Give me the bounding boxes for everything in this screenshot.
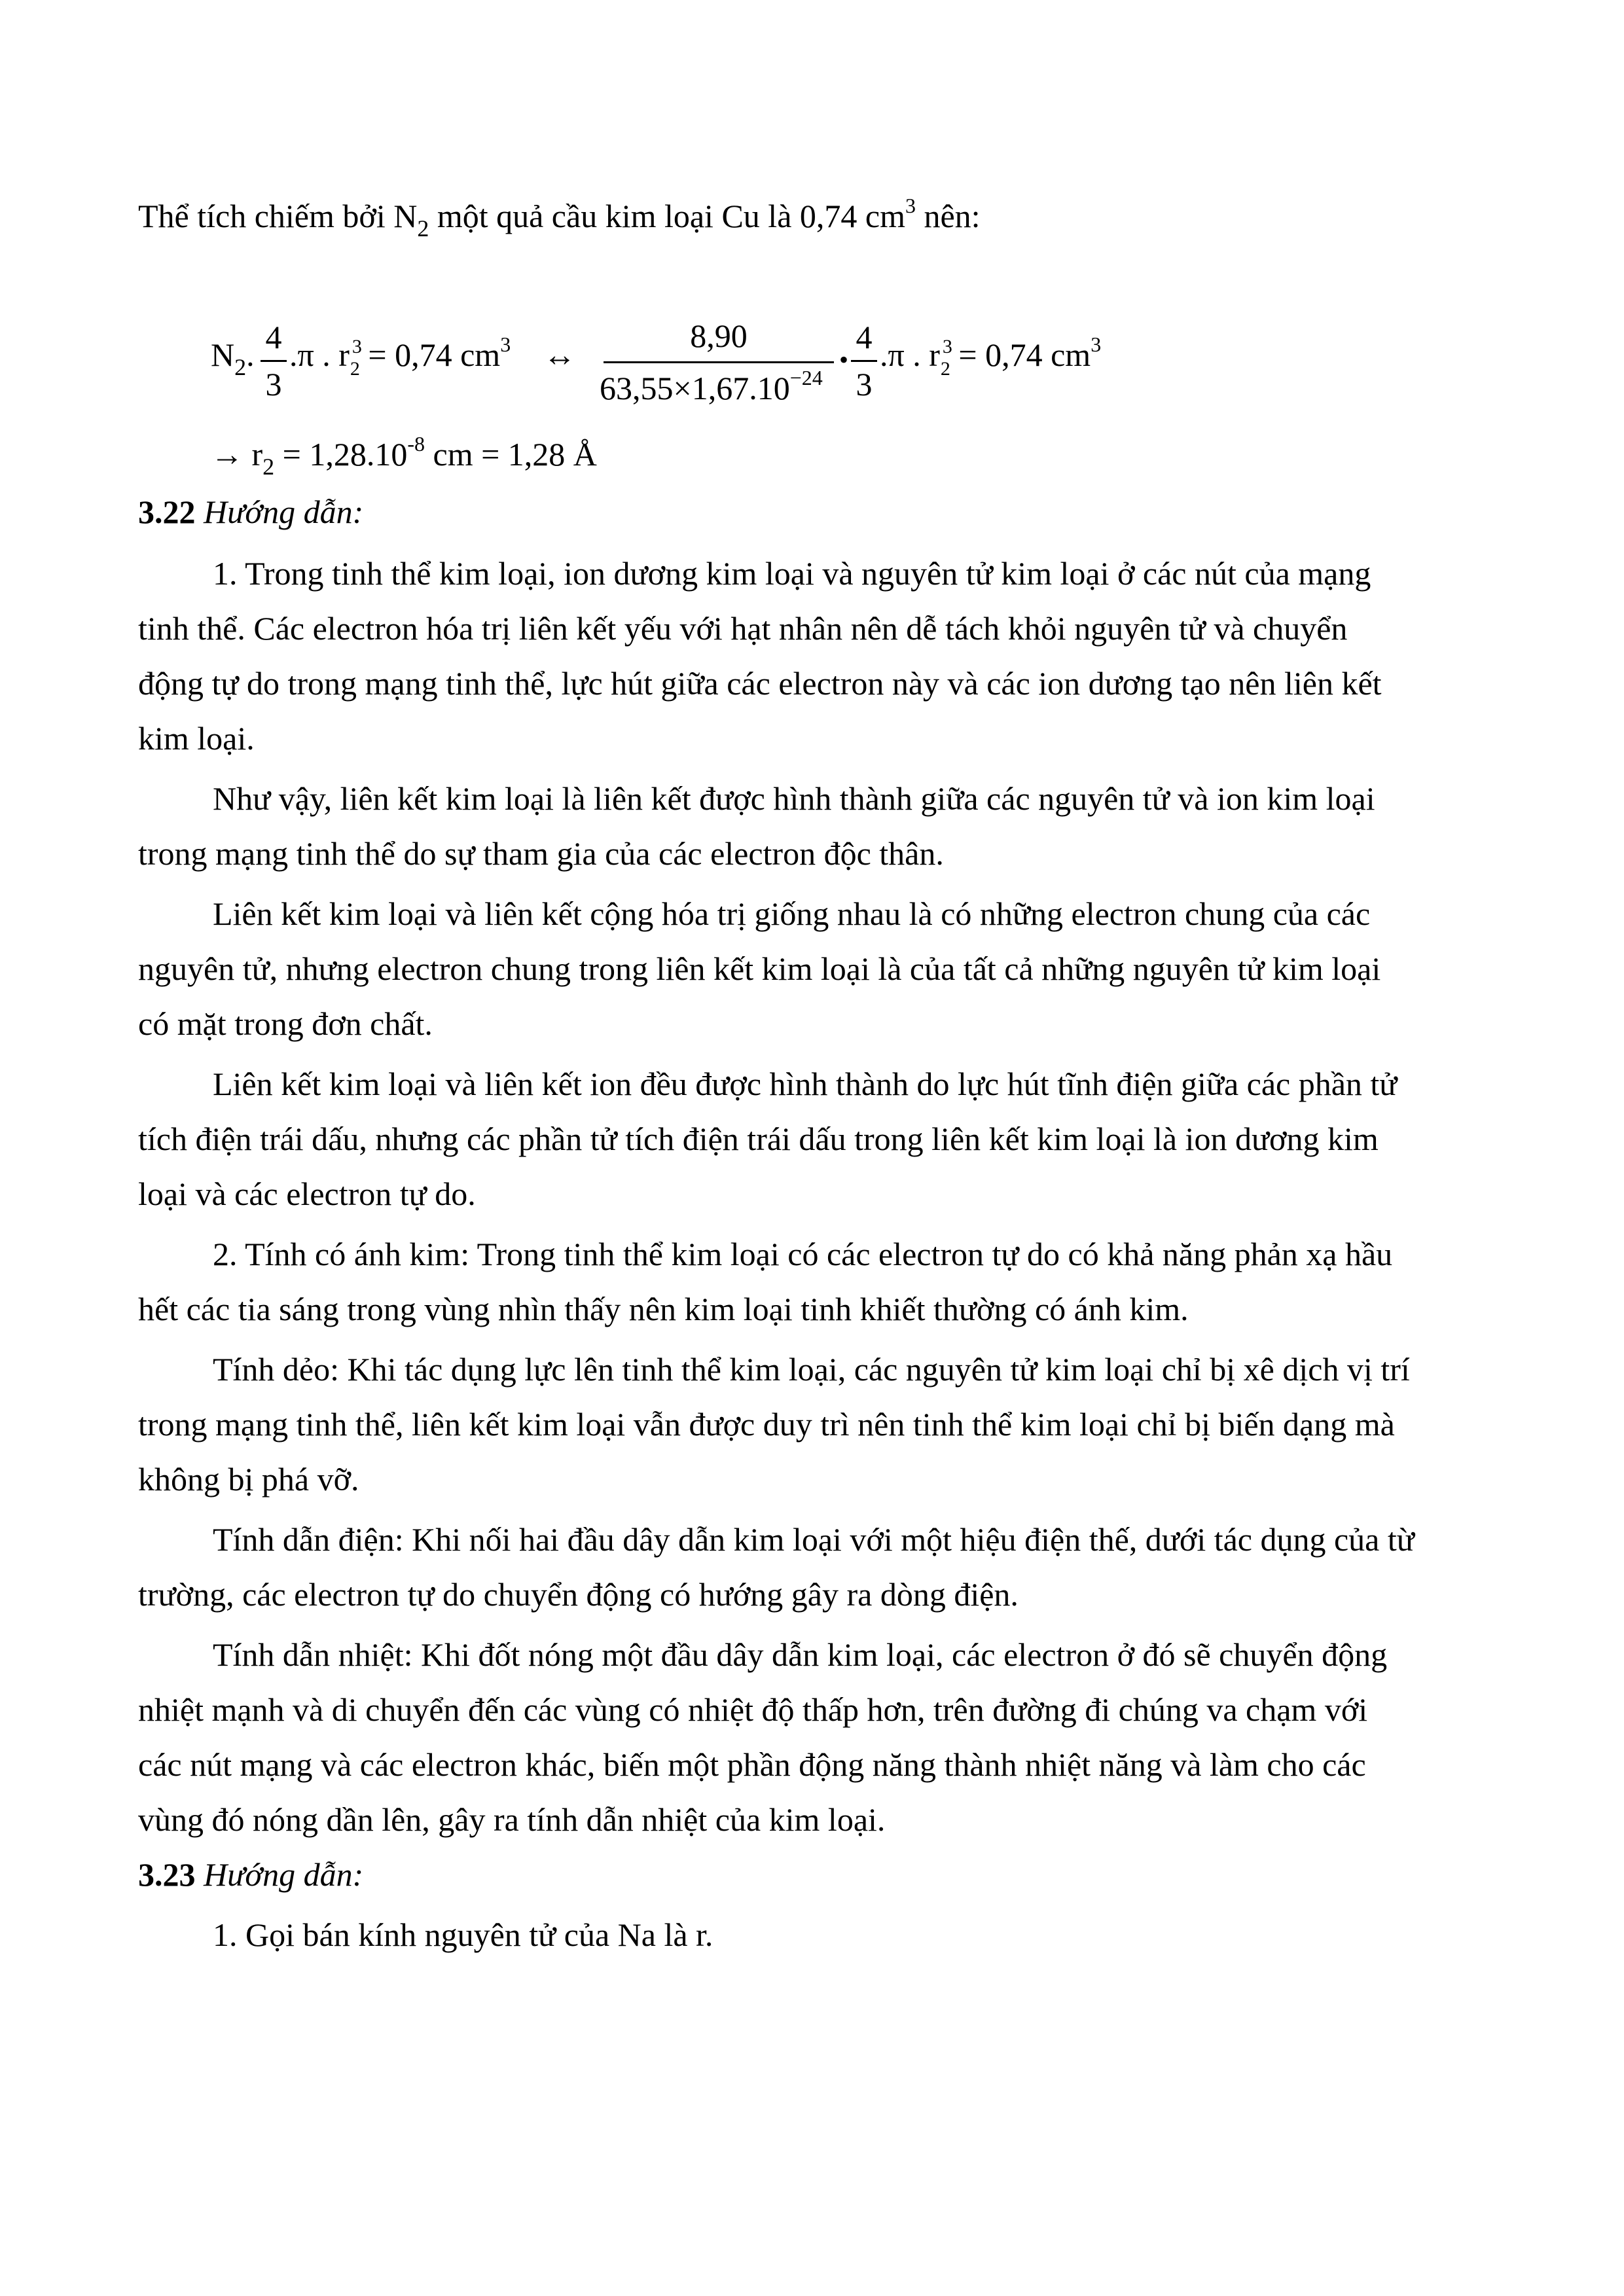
result-line: → $r_2 = 1,28.10^{-8}$ cm = 1,28 Å xyxy=(211,432,597,480)
frac-numerator: 4 xyxy=(265,319,282,355)
paragraph-line: nguyên tử, nhưng electron chung trong liên kết kim loại là của tất cả những nguyên tử kim loại xyxy=(138,950,1381,987)
paragraph-line: Liên kết kim loại và liên kết ion đều được hình thành do lực hút tĩnh điện giữa các phần tử xyxy=(213,1066,1398,1102)
frac2-bar xyxy=(851,360,877,362)
paragraph-line: hết các tia sáng trong vùng nhìn thấy nên kim loại tinh khiết thường có ánh kim. xyxy=(138,1291,1189,1327)
formula-pi-r2: .π . r $^3_2$ = 0,74 $cm^3$ xyxy=(880,332,1102,380)
mid-dot: • xyxy=(839,345,849,374)
formula-lhs-prefix: $N_2$. xyxy=(211,336,255,380)
paragraph-line: tích điện trái dấu, nhưng các phần tử tích điện trái dấu trong liên kết kim loại là ion dương kim xyxy=(138,1121,1379,1157)
formula-pi-r: .π . r $^3_2$ = 0,74 $cm^3$ xyxy=(289,332,511,380)
paragraph-line: không bị phá vỡ. xyxy=(138,1461,359,1498)
paragraph-line: tinh thể. Các electron hóa trị liên kết yếu với hạt nhân nên dễ tách khỏi nguyên tử và chuyển xyxy=(138,610,1348,647)
paragraph-line: Liên kết kim loại và liên kết cộng hóa trị giống nhau là có những electron chung của các xyxy=(213,895,1371,932)
paragraph-line: 1. Trong tinh thể kim loại, ion dương kim loại và nguyên tử kim loại ở các nút của mạng xyxy=(213,555,1371,592)
intro-line xyxy=(138,196,981,240)
frac-bar xyxy=(261,360,287,362)
paragraph-line: trong mạng tinh thể do sự tham gia của các electron độc thân. xyxy=(138,835,944,872)
paragraph-line: Tính dẫn điện: Khi nối hai đầu dây dẫn kim loại với một hiệu điện thế, dưới tác dụng của từ xyxy=(213,1521,1415,1558)
paragraph-line: loại và các electron tự do. xyxy=(138,1175,476,1212)
frac2-denominator: 3 xyxy=(856,366,873,403)
paragraph-line: các nút mạng và các electron khác, biến một phần động năng thành nhiệt năng và làm cho các xyxy=(138,1746,1366,1783)
paragraph-line: động tự do trong mạng tinh thể, lực hút giữa các electron này và các ion dương tạo nên liên kết xyxy=(138,665,1382,702)
section-heading-3-23: 3.23 Hướng dẫn: xyxy=(138,1856,364,1893)
section-heading-3-22: 3.22 Hướng dẫn: xyxy=(138,493,364,530)
intro-sup: 3 xyxy=(905,194,916,217)
paragraph-line: nhiệt mạnh và di chuyển đến các vùng có nhiệt độ thấp hơn, trên đường đi chúng va chạm với xyxy=(138,1691,1368,1728)
frac-denominator: 3 xyxy=(265,366,282,403)
paragraph-line: vùng đó nóng dần lên, gây ra tính dẫn nhiệt của kim loại. xyxy=(138,1801,886,1838)
intro-text-a: Thể tích chiếm bởi N xyxy=(138,198,418,234)
paragraph-line: 2. Tính có ánh kim: Trong tinh thể kim loại có các electron tự do có khả năng phản xạ hầu xyxy=(213,1236,1393,1272)
big-frac-bar xyxy=(604,361,834,363)
frac2-numerator: 4 xyxy=(856,319,873,355)
paragraph-line: Như vậy, liên kết kim loại là liên kết được hình thành giữa các nguyên tử và ion kim loại xyxy=(213,780,1375,817)
paragraph-line: có mặt trong đơn chất. xyxy=(138,1005,433,1042)
paragraph-line: 1. Gọi bán kính nguyên tử của Na là r. xyxy=(213,1916,713,1953)
intro-text-b: một quả cầu kim loại Cu là 0,74 cm xyxy=(429,198,905,234)
intro-text-c: nên: xyxy=(915,198,981,234)
intro-sub: 2 xyxy=(417,215,429,242)
big-frac-numerator: 8,90 xyxy=(690,317,748,354)
equivalence-arrow: ↔ xyxy=(543,336,576,373)
paragraph-line: trường, các electron tự do chuyển động có hướng gây ra dòng điện. xyxy=(138,1576,1019,1613)
paragraph-line: Tính dẫn nhiệt: Khi đốt nóng một đầu dây dẫn kim loại, các electron ở đó sẽ chuyển động xyxy=(213,1636,1388,1673)
paragraph-line: kim loại. xyxy=(138,720,255,757)
paragraph-line: trong mạng tinh thể, liên kết kim loại vẫn được duy trì nên tinh thể kim loại chỉ bị biến dạng mà xyxy=(138,1406,1395,1443)
paragraph-line: Tính dẻo: Khi tác dụng lực lên tinh thể kim loại, các nguyên tử kim loại chỉ bị xê dịch vị trí xyxy=(213,1351,1410,1388)
big-frac-denominator: $63,55\times 1,67.10^{-24}$ xyxy=(600,366,823,406)
